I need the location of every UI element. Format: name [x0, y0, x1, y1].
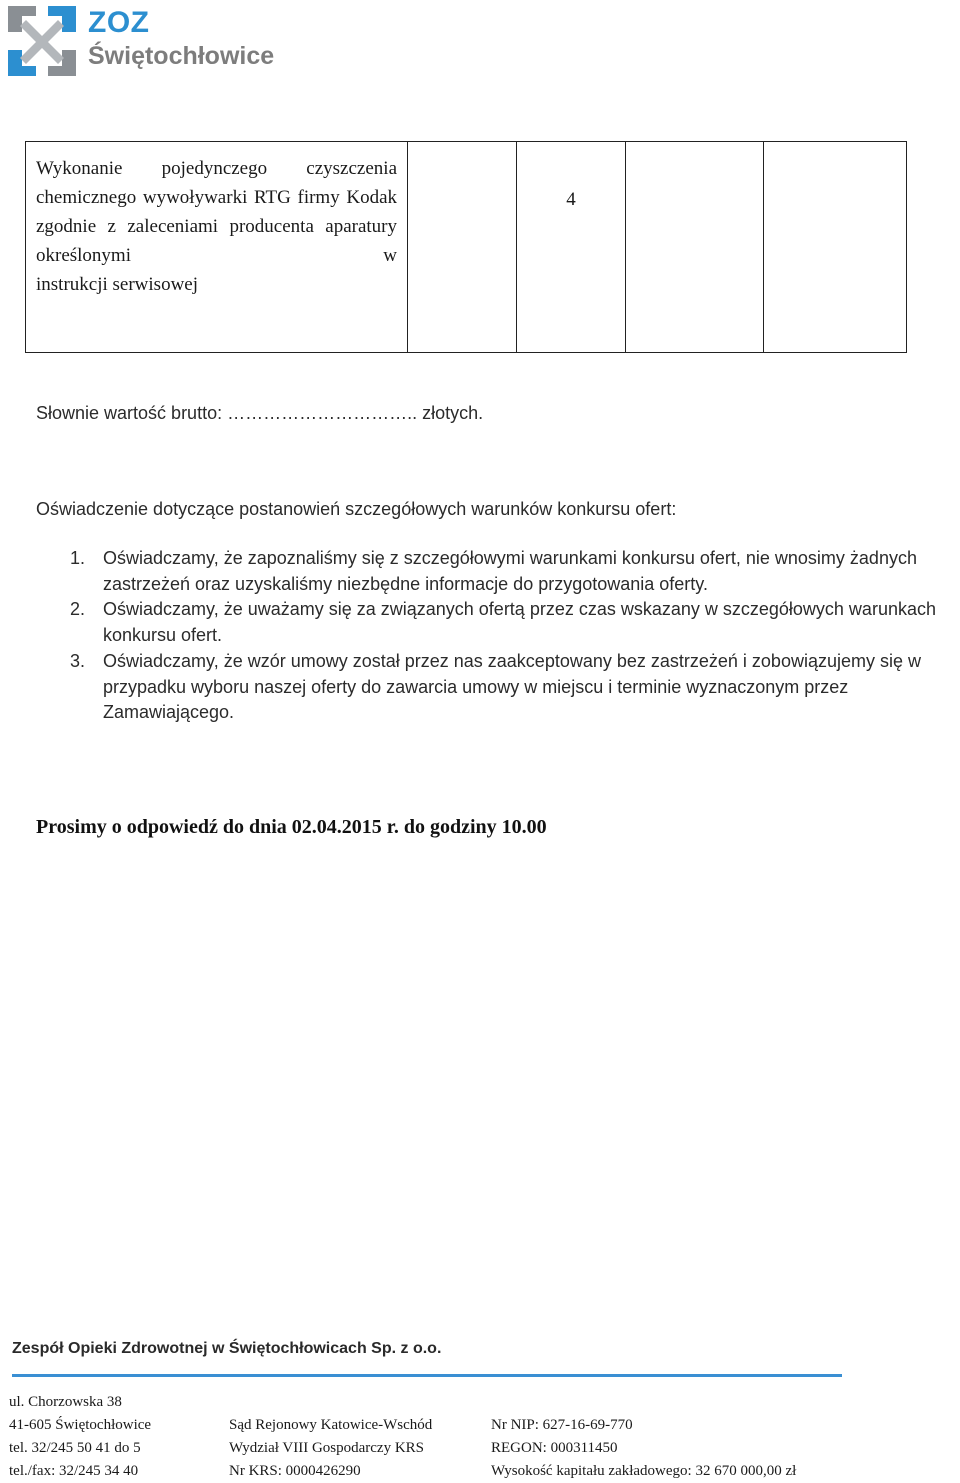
list-item-number: 1.	[70, 548, 86, 568]
list-item	[70, 546, 960, 597]
logo-mark-icon	[2, 2, 82, 82]
list-item-number: 2.	[70, 599, 86, 620]
description-line: producenta aparatury określonymi w	[36, 216, 397, 266]
description-cell	[26, 142, 408, 353]
footer-phone: tel. 32/245 50 41 do 5	[9, 1440, 141, 1456]
list-item	[70, 649, 960, 726]
footer-krs: Nr KRS: 0000426290	[229, 1463, 361, 1479]
logo-title: ZOZ	[88, 6, 150, 39]
footer-divider	[12, 1374, 842, 1377]
list-item-text: Oświadczamy, że wzór umowy został przez nas zaakceptowany bez zastrzeżeń i zobowiązujemy się w przypadku wyboru naszej oferty do zawarcia umowy w miejscu i terminie wyznaczonym przez Zamawiającego.	[103, 650, 921, 723]
gross-value-cell	[764, 142, 907, 353]
net-price-cell	[626, 142, 764, 353]
list-item-text: Oświadczamy, że uważamy się za związanych ofertą przez czas wskazany w szczegółowych warunkach konkursu ofert.	[103, 599, 936, 646]
response-deadline: Prosimy o odpowiedź do dnia 02.04.2015 r. do godziny 10.00	[36, 816, 547, 838]
footer-capital: Wysokość kapitału zakładowego: 32 670 000,00 zł	[491, 1463, 797, 1479]
footer-address-street: ul. Chorzowska 38	[9, 1394, 122, 1410]
description-line: instrukcji serwisowej	[36, 274, 199, 295]
statement-list	[70, 546, 960, 726]
description-line: Wykonanie pojedynczego czyszczenia	[36, 158, 397, 179]
item-quantity: 4	[566, 189, 576, 210]
zoz-logo	[0, 0, 300, 85]
footer-address-city: 41-605 Świętochłowice	[9, 1417, 152, 1433]
footer-court-division: Wydział VIII Gospodarczy KRS	[229, 1440, 425, 1456]
amount-in-words: Słownie wartość brutto: ………………………….. złotych.	[36, 403, 484, 423]
footer-nip: Nr NIP: 627-16-69-770	[491, 1417, 633, 1433]
logo-subtitle: Świętochłowice	[88, 42, 275, 70]
table-row	[26, 142, 907, 353]
list-item	[70, 597, 960, 648]
description-line: Kodak zgodnie z zaleceniami	[36, 187, 397, 237]
footer-company-name: Zespół Opieki Zdrowotnej w Świętochłowicach Sp. z o.o.	[12, 1340, 442, 1357]
footer-court: Sąd Rejonowy Katowice-Wschód	[229, 1417, 433, 1433]
footer-fax: tel./fax: 32/245 34 40	[9, 1463, 139, 1479]
offer-table	[25, 141, 907, 353]
quantity-cell	[517, 142, 626, 353]
unit-cell	[408, 142, 517, 353]
footer-regon: REGON: 000311450	[491, 1440, 618, 1456]
list-item-text: Oświadczamy, że zapoznaliśmy się z szczegółowymi warunkami konkursu ofert, nie wnosimy żadnych zastrzeżeń oraz uzyskaliśmy niezbędne informacje do przygotowania oferty.	[103, 548, 917, 594]
item-description	[26, 142, 407, 299]
description-line: chemicznego wywoływarki RTG firmy	[36, 187, 340, 208]
list-item-number: 3.	[70, 650, 86, 671]
statement-heading: Oświadczenie dotyczące postanowień szczegółowych warunków konkursu ofert:	[36, 499, 677, 519]
